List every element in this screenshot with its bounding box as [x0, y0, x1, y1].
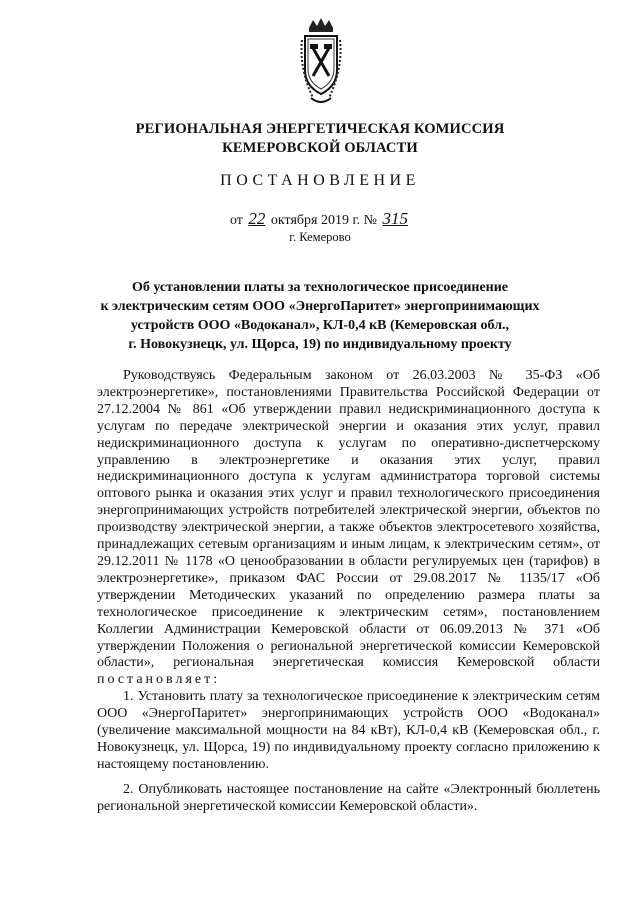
document-type: ПОСТАНОВЛЕНИЕ: [220, 172, 420, 189]
number-sign: №: [363, 213, 377, 228]
date-prefix: от: [229, 213, 243, 228]
preamble-text: Руководствуясь Федеральным законом от 26.03.2003 № 35-ФЗ «Об электроэнергетике», постановлениями Правительства Российской Федерации от 27.12.2004 № 861 «Об утверждении правил недискриминационного доступа к услугам по передаче электрической энергии и оказания этих услуг, правил недискриминационного доступа к услугам по оперативно-диспетчерскому управлению в электроэнергетике и оказания этих услуг, правил недискриминационного доступа к услугам администратора торговой системы оптового рынка и оказания этих услуг и правил технологического присоединения энергопринимающих устройств потребителей электрической энергии, объектов по производству электрической энергии, а также объектов электросетевого хозяйства, принадлежащих сетевым организациям и иным лицам, к электрическим сетям», от 29.12.2011 № 1178 «О ценообразовании в области регулируемых цен (тарифов) в электроэнергетике», приказом ФАС России от 29.08.2017 № 1135/17 «Об утверждении Методических указаний по определению размера платы за технологическое присоединение к электрическим сетям», постановлением Коллегии Администрации Кемеровской области от 06.09.2013 № 371 «Об утверждении Положения о региональной энергетической комиссии Кемеровской области», региональная энергетическая комиссия Кемеровской области: [97, 368, 600, 671]
subject-line2: к электрическим сетям ООО «ЭнергоПаритет» энергопринимающих: [100, 299, 540, 314]
organization-name-line2: КЕМЕРОВСКОЙ ОБЛАСТИ: [222, 140, 418, 156]
document-number: 315: [382, 209, 408, 228]
preamble-paragraph: [97, 368, 600, 689]
organization-name-line1: РЕГИОНАЛЬНАЯ ЭНЕРГЕТИЧЕСКАЯ КОМИССИЯ: [135, 121, 505, 137]
document-subject: [0, 278, 640, 354]
city: г. Кемерово: [289, 230, 351, 244]
date-rest: октября 2019 г.: [270, 213, 361, 228]
resolves-colon: :: [213, 672, 218, 688]
subject-line1: Об установлении платы за технологическое присоединение: [131, 280, 509, 295]
item-1-paragraph: 1. Установить плату за технологическое присоединение к электрическим сетям ООО «ЭнергоПаритет» энергопринимающих устройств ООО «Водоканал» (увеличение максимальной мощности на 84 кВт), КЛ-0,4 кВ (Кемеровская обл., г. Новокузнецк, ул. Щорса, 19) по индивидуальному проекту согласно приложению к настоящему постановлению.: [97, 689, 600, 772]
item-2-paragraph: 2. Опубликовать настоящее постановление на сайте «Электронный бюллетень региональной энергетической комиссии Кемеровской области».: [97, 781, 600, 814]
document-body: [97, 368, 600, 816]
subject-line3: устройств ООО «Водоканал», КЛ-0,4 кВ (Кемеровская обл.,: [130, 318, 510, 333]
date-line: [0, 209, 640, 229]
subject-line4: г. Новокузнецк, ул. Щорса, 19) по индивидуальному проекту: [128, 337, 512, 352]
date-day: 22: [248, 209, 266, 228]
organization-name: [0, 120, 640, 158]
coat-of-arms-icon: [299, 18, 343, 108]
resolves-word: постановляет: [97, 672, 214, 688]
